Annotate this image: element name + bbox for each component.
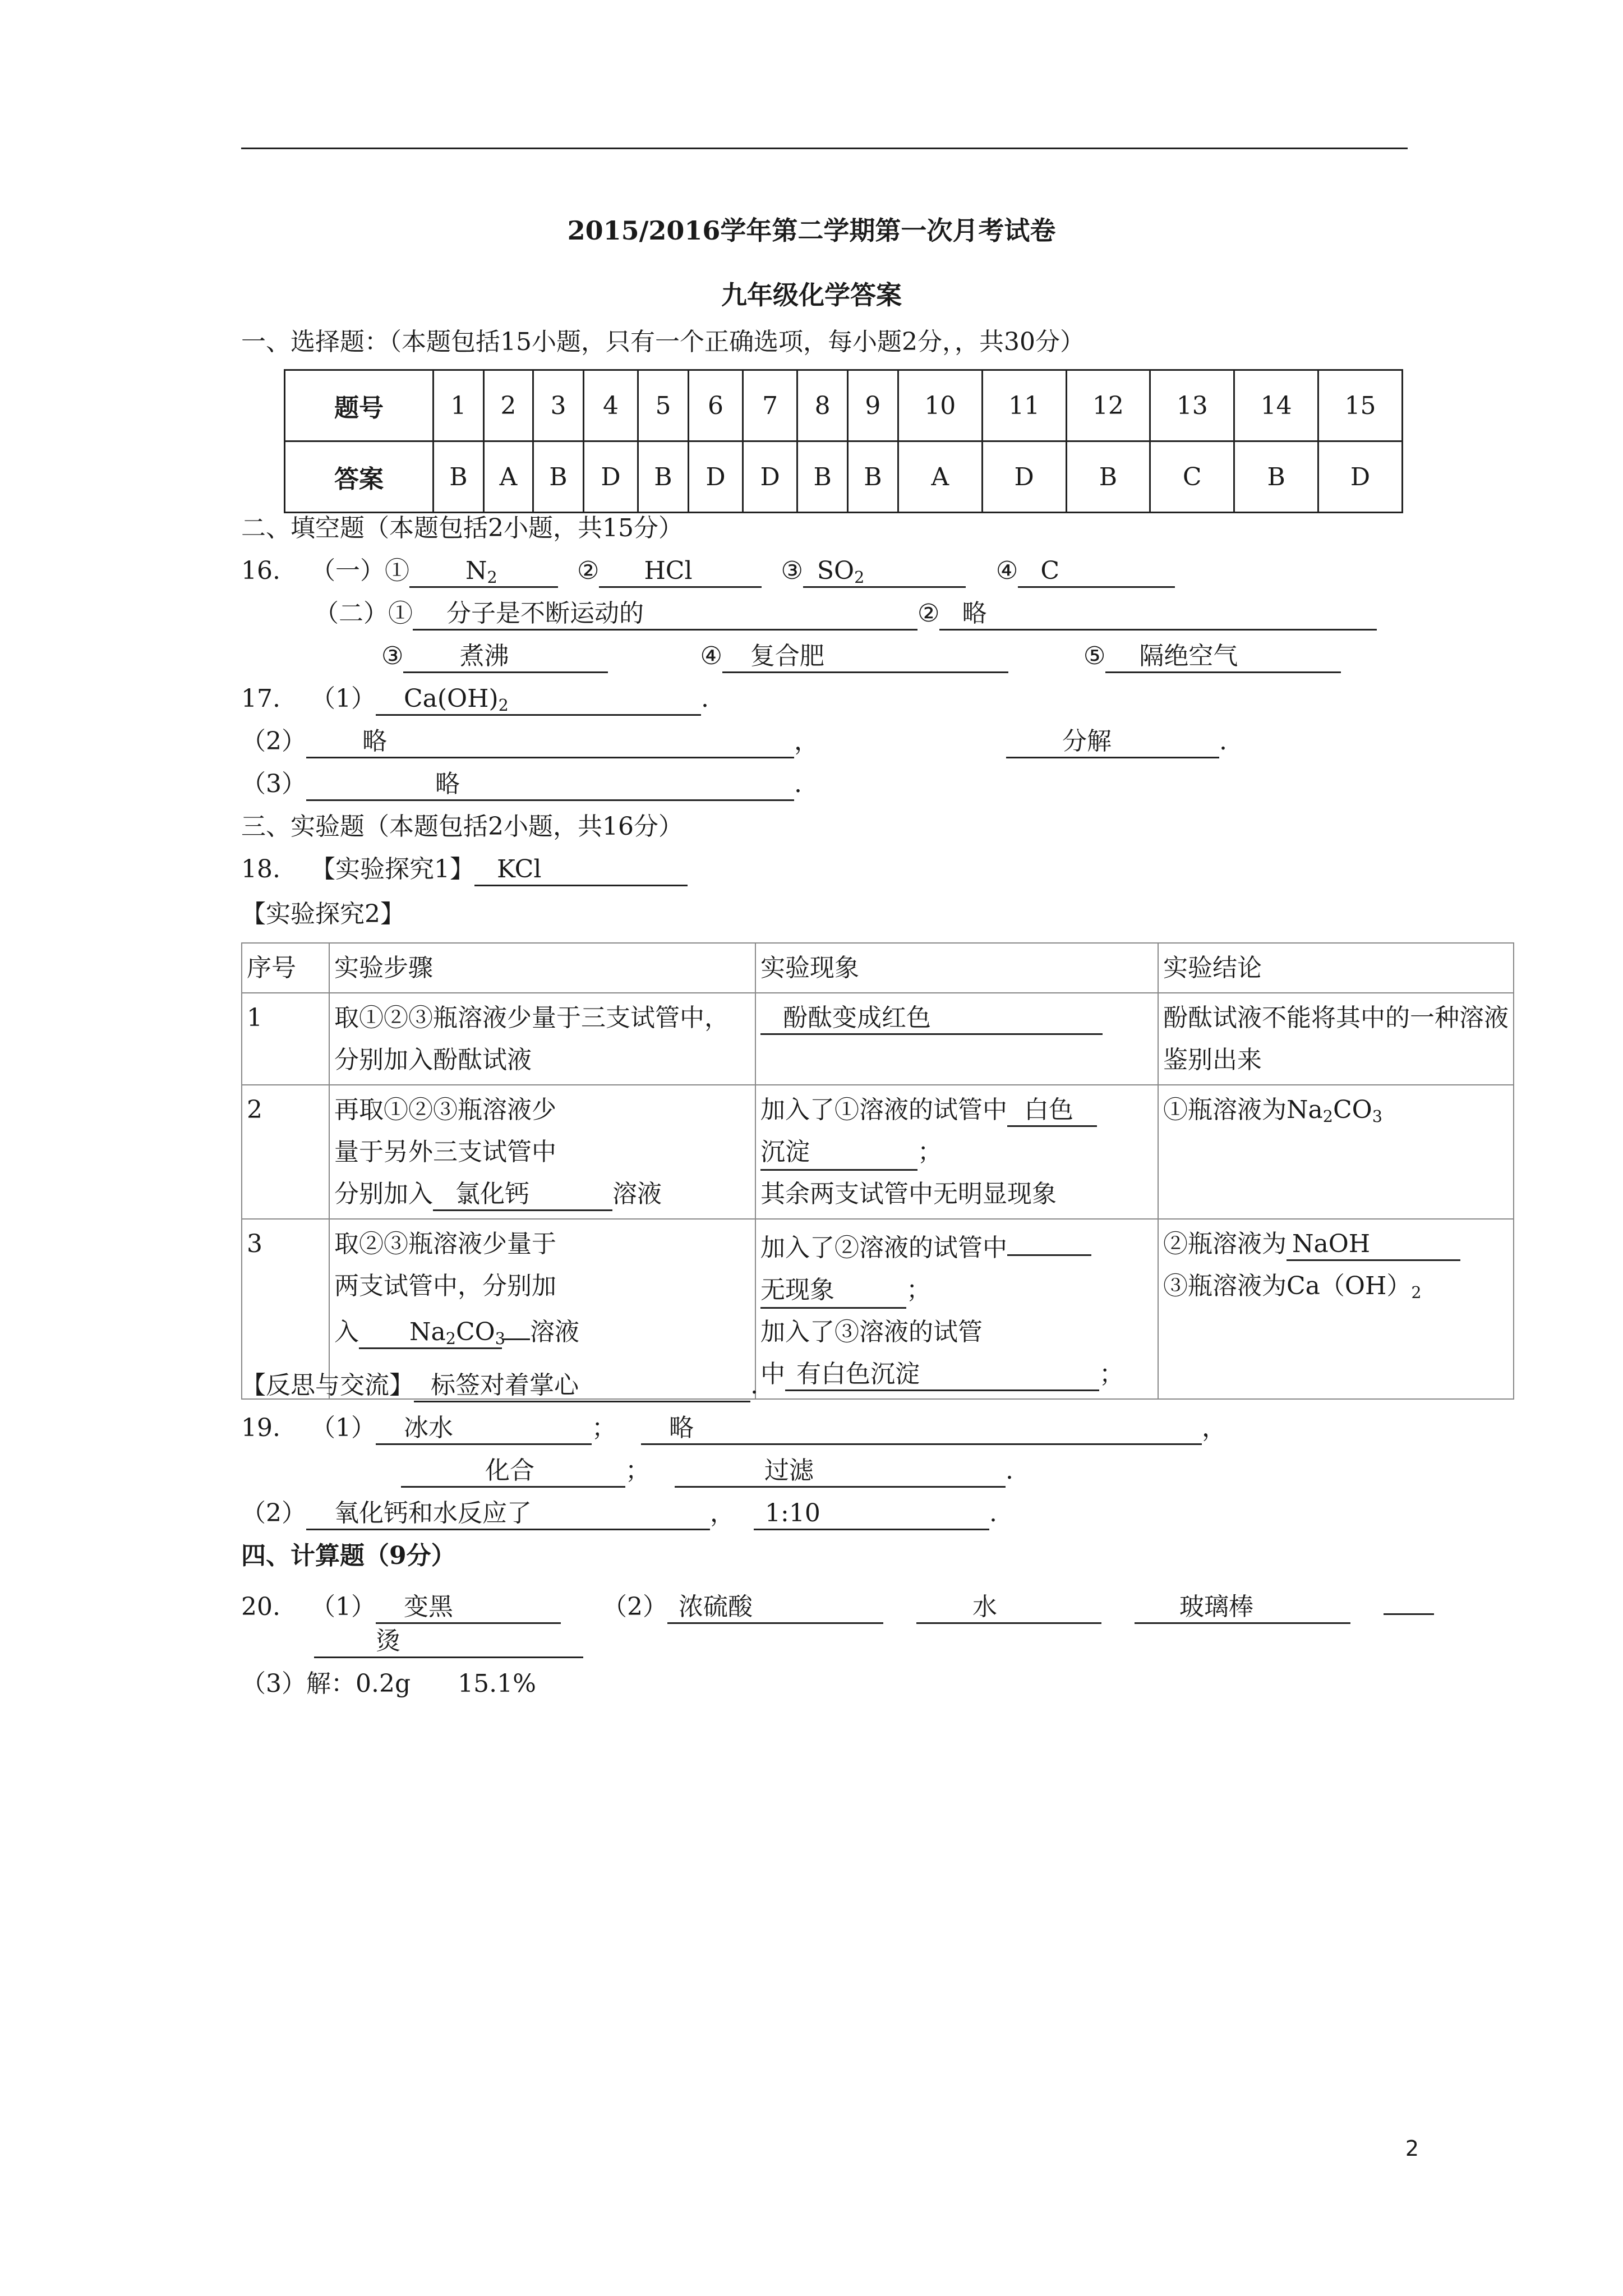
row3-fill-na: Na bbox=[409, 1318, 446, 1346]
question-number: 1 bbox=[434, 370, 484, 441]
q16-b1-blank: 分子是不断运动的 bbox=[413, 599, 917, 631]
q19-p1-label: （1） bbox=[310, 1414, 376, 1442]
row3-ph-line1 bbox=[760, 1223, 1155, 1269]
q16-a4-mark: ④ bbox=[995, 556, 1018, 585]
row3-c2-pre: ③瓶溶液为 bbox=[1163, 1272, 1287, 1300]
row3-step-blank-tail bbox=[502, 1307, 530, 1340]
q19-p1-end2: . bbox=[1006, 1456, 1013, 1485]
question-number: 10 bbox=[898, 370, 982, 441]
experiment-table bbox=[241, 942, 1514, 1400]
q18-reflect-label: 【反思与交流】 bbox=[241, 1371, 414, 1400]
q18-label: 18. bbox=[241, 855, 280, 884]
answer-cell: D bbox=[743, 441, 797, 513]
row3-concl-line2 bbox=[1163, 1265, 1511, 1314]
q20-p1-blank: 变黑 bbox=[376, 1593, 561, 1624]
row3-fill-sub2: 3 bbox=[495, 1329, 505, 1349]
question-number-row bbox=[285, 370, 1403, 441]
q16-a3-formula: SO bbox=[817, 556, 855, 585]
row3-step-pre: 入 bbox=[334, 1318, 359, 1346]
q20-p2a-blank: 浓硫酸 bbox=[667, 1593, 883, 1624]
row2-step-line3 bbox=[334, 1173, 753, 1215]
q20-label: 20. bbox=[241, 1593, 280, 1621]
row2-concl-pre: ①瓶溶液为 bbox=[1163, 1096, 1287, 1124]
q16-a1-subscript: 2 bbox=[487, 568, 497, 587]
row3-ph-line4 bbox=[760, 1353, 1155, 1395]
q19-p1-end: ， bbox=[1201, 1414, 1227, 1442]
experiment-row-2 bbox=[242, 1085, 1514, 1219]
row3-step-line3 bbox=[334, 1307, 753, 1353]
q16-b2-mark: ② bbox=[917, 599, 940, 628]
row3-ph-line3: 加入了③溶液的试管 bbox=[760, 1318, 983, 1346]
answer-cell: D bbox=[583, 441, 638, 513]
answer-cell: B bbox=[1066, 441, 1150, 513]
row2-step-post: 溶液 bbox=[612, 1180, 662, 1208]
q19-line3 bbox=[241, 1497, 997, 1530]
q16-a3-mark: ③ bbox=[781, 556, 803, 585]
q18-exp2-label: 【实验探究2】 bbox=[241, 900, 405, 928]
answer-cell: B bbox=[1234, 441, 1318, 513]
row3-phenomenon bbox=[755, 1219, 1158, 1399]
q19-line1 bbox=[241, 1411, 1227, 1445]
row2-ph-line2 bbox=[760, 1131, 1155, 1173]
row3-step-blank bbox=[359, 1318, 505, 1349]
row3-ph2-pre2: 中 bbox=[760, 1360, 785, 1388]
row2-step bbox=[329, 1085, 755, 1219]
q18-line1 bbox=[241, 853, 688, 886]
row2-step-pre: 分别加入 bbox=[334, 1180, 433, 1208]
col-header-step: 实验步骤 bbox=[329, 943, 755, 993]
q20-p2-label: （2） bbox=[602, 1593, 667, 1621]
question-number: 15 bbox=[1318, 370, 1403, 441]
q20-p3-label: （3）解： bbox=[241, 1669, 356, 1698]
row2-ph-blank-b: 沉淀 bbox=[760, 1138, 917, 1171]
answer-cell: B bbox=[533, 441, 584, 513]
col-header-conclusion: 实验结论 bbox=[1158, 943, 1514, 993]
q16-line3 bbox=[381, 639, 1341, 673]
q17-p3-label: （3） bbox=[241, 770, 306, 798]
q16-part2-label: （二） bbox=[314, 599, 388, 628]
q17-p1-label: （1） bbox=[310, 684, 376, 713]
row3-ph2-blank: 有白色沉淀 bbox=[785, 1360, 1099, 1391]
q16-a1-formula: N bbox=[465, 556, 487, 585]
question-number: 13 bbox=[1150, 370, 1234, 441]
q16-b4-mark: ④ bbox=[700, 642, 722, 670]
q20-p2c-blank: 玻璃棒 bbox=[1135, 1593, 1350, 1624]
q17-p2-end: . bbox=[1219, 727, 1227, 756]
q18-reflect-end: . bbox=[750, 1371, 758, 1400]
row3-fill-sub1: 2 bbox=[445, 1329, 456, 1349]
q19-p2b-blank: 1:10 bbox=[754, 1499, 989, 1530]
q20-p3b: 15.1% bbox=[458, 1669, 536, 1698]
answer-cell: B bbox=[848, 441, 898, 513]
question-number: 14 bbox=[1234, 370, 1318, 441]
row3-c2-formula: Ca（OH） bbox=[1287, 1272, 1412, 1300]
q17-p1-end: . bbox=[700, 684, 709, 713]
row3-ph1-blank: 无现象 bbox=[760, 1276, 906, 1309]
q17-line3 bbox=[241, 767, 802, 801]
row2-ph-pre: 加入了①溶液的试管中 bbox=[760, 1096, 1007, 1124]
q17-p1-formula: Ca(OH) bbox=[403, 684, 499, 713]
q17-label: 17. bbox=[241, 684, 280, 713]
q20-p2d-blank: 烫 bbox=[314, 1627, 583, 1658]
q16-b1-mark: ① bbox=[388, 599, 413, 628]
row2-phenomenon bbox=[755, 1085, 1158, 1219]
q17-p2b-blank: 分解 bbox=[1006, 727, 1219, 758]
question-number: 5 bbox=[638, 370, 689, 441]
q18-reflect-line bbox=[241, 1369, 758, 1402]
q19-p1-sep2: ； bbox=[625, 1456, 650, 1485]
page-number: 2 bbox=[1405, 2136, 1419, 2161]
row1-no: 1 bbox=[242, 993, 329, 1085]
row1-phenomenon-blank: 酚酞变成红色 bbox=[760, 1004, 1103, 1035]
answer-cell: B bbox=[797, 441, 848, 513]
row3-ph1-pre: 加入了②溶液的试管中 bbox=[760, 1234, 1007, 1262]
row2-concl-sub2: 3 bbox=[1372, 1107, 1382, 1126]
q17-line1 bbox=[241, 682, 709, 716]
q16-b2-blank: 略 bbox=[939, 599, 1377, 631]
q19-p2-label: （2） bbox=[241, 1499, 306, 1527]
q20-line2 bbox=[314, 1625, 583, 1658]
q16-a3-subscript: 2 bbox=[854, 568, 865, 587]
answer-cell: B bbox=[434, 441, 484, 513]
row2-concl-na: Na bbox=[1287, 1096, 1323, 1124]
q17-p2-sep: ， bbox=[794, 727, 819, 756]
row3-step-post: 溶液 bbox=[530, 1318, 579, 1346]
row2-no: 2 bbox=[242, 1085, 329, 1219]
col-header-phenomenon: 实验现象 bbox=[755, 943, 1158, 993]
row3-c2-sub: 2 bbox=[1411, 1283, 1422, 1303]
q19-p2a-blank: 氧化钙和水反应了 bbox=[306, 1499, 710, 1530]
row2-step-line2: 量于另外三支试管中 bbox=[334, 1138, 556, 1166]
row3-ph1-end: ； bbox=[906, 1276, 931, 1304]
section2-heading: 二、填空题（本题包括2小题，共15分） bbox=[241, 514, 683, 542]
answer-cell: C bbox=[1150, 441, 1234, 513]
q20-line3 bbox=[241, 1667, 536, 1701]
q16-b3-mark: ③ bbox=[381, 642, 404, 670]
question-number: 2 bbox=[483, 370, 533, 441]
answer-cell: A bbox=[483, 441, 533, 513]
question-number: 7 bbox=[743, 370, 797, 441]
answer-cell: B bbox=[638, 441, 689, 513]
question-number: 4 bbox=[583, 370, 638, 441]
header-rule bbox=[241, 148, 1408, 149]
row3-ph1-blank-lead bbox=[1007, 1223, 1091, 1256]
answer-cell: A bbox=[898, 441, 982, 513]
page-title: 2015/2016学年第二学期第一次月考试卷 bbox=[567, 215, 1056, 246]
question-number: 11 bbox=[982, 370, 1066, 441]
answer-row bbox=[285, 441, 1403, 513]
row2-ph-line3: 其余两支试管中无明显现象 bbox=[760, 1180, 1057, 1208]
choice-answer-table bbox=[284, 369, 1403, 513]
q17-p3-blank: 略 bbox=[306, 770, 794, 801]
question-number-label: 题号 bbox=[285, 370, 434, 441]
q17-p2-label: （2） bbox=[241, 727, 306, 756]
q19-p1d-blank: 过滤 bbox=[675, 1456, 1006, 1488]
q20-p2b-blank: 水 bbox=[916, 1593, 1101, 1624]
q16-label: 16. bbox=[241, 556, 280, 585]
question-number: 9 bbox=[848, 370, 898, 441]
answer-cell: D bbox=[1318, 441, 1403, 513]
row3-concl-line1 bbox=[1163, 1223, 1511, 1265]
q16-b3-blank: 煮沸 bbox=[403, 642, 608, 673]
q16-a2-mark: ② bbox=[577, 556, 600, 585]
q17-p1-subscript: 2 bbox=[498, 696, 509, 715]
q18-reflect-blank: 标签对着掌心 bbox=[414, 1371, 750, 1402]
answer-cell: D bbox=[982, 441, 1066, 513]
q19-p2-end: . bbox=[989, 1499, 997, 1527]
question-number: 6 bbox=[688, 370, 743, 441]
section3-heading: 三、实验题（本题包括2小题，共16分） bbox=[241, 812, 683, 841]
q16-a1-mark: ① bbox=[384, 556, 409, 585]
col-header-no: 序号 bbox=[242, 943, 329, 993]
q17-p3-end: . bbox=[794, 770, 802, 798]
q16-line1 bbox=[241, 554, 1175, 588]
q20-p3a: 0.2g bbox=[356, 1669, 411, 1698]
row3-step-line1: 取②③瓶溶液少量于 bbox=[334, 1230, 556, 1258]
q20-line1 bbox=[241, 1582, 1434, 1624]
q18-exp1-label: 【实验探究1】 bbox=[310, 855, 474, 884]
q16-a4-blank: C bbox=[1018, 556, 1175, 588]
section1-heading: 一、选择题：（本题包括15小题，只有一个正确选项，每小题2分，，共30分） bbox=[241, 328, 1085, 356]
row2-ph-end: ； bbox=[917, 1138, 942, 1166]
question-number: 3 bbox=[533, 370, 584, 441]
q17-p2a-blank: 略 bbox=[306, 727, 794, 758]
q16-part1-label: （一） bbox=[310, 556, 385, 585]
row3-no: 3 bbox=[242, 1219, 329, 1399]
section4-heading: 四、计算题（9分） bbox=[241, 1542, 456, 1570]
q16-line2 bbox=[314, 597, 1377, 631]
row3-ph2-end: ； bbox=[1099, 1360, 1124, 1388]
question-number: 8 bbox=[797, 370, 848, 441]
q16-b5-mark: ⑤ bbox=[1083, 642, 1106, 670]
q17-line2 bbox=[241, 725, 1227, 758]
row2-step-blank: 氯化钙 bbox=[433, 1180, 612, 1211]
page-subtitle: 九年级化学答案 bbox=[721, 280, 902, 310]
q19-p1a-blank: 冰水 bbox=[376, 1414, 592, 1445]
row2-step-line1: 再取①②③瓶溶液少 bbox=[334, 1096, 556, 1124]
row2-conclusion bbox=[1158, 1085, 1514, 1219]
q16-a2-blank: HCl bbox=[599, 556, 762, 588]
row3-ph-line2 bbox=[760, 1269, 1155, 1311]
row1-phenomenon bbox=[755, 993, 1158, 1085]
row2-ph-blank-a: 白色 bbox=[1007, 1096, 1097, 1127]
row2-concl-co: CO bbox=[1332, 1096, 1372, 1124]
row3-c1-pre: ②瓶溶液为 bbox=[1163, 1230, 1287, 1258]
answer-label: 答案 bbox=[285, 441, 434, 513]
q17-p1-blank bbox=[376, 684, 701, 716]
answer-cell: D bbox=[688, 441, 743, 513]
q20-p1-label: （1） bbox=[310, 1593, 376, 1621]
q16-a1-blank bbox=[409, 556, 558, 588]
row3-c1-blank: NaOH bbox=[1287, 1230, 1460, 1261]
q20-p2d-blank-lead bbox=[1384, 1582, 1434, 1615]
row3-fill-co: CO bbox=[455, 1318, 495, 1346]
row3-step-line2: 两支试管中，分别加 bbox=[334, 1272, 556, 1300]
q19-line2 bbox=[401, 1454, 1013, 1488]
experiment-row-1 bbox=[242, 993, 1514, 1085]
q19-p2-sep: ， bbox=[710, 1499, 735, 1527]
q18-exp1-blank: KCl bbox=[474, 855, 688, 886]
q16-b5-blank: 隔绝空气 bbox=[1105, 642, 1341, 673]
row1-conclusion: 酚酞试液不能将其中的一种溶液鉴别出来 bbox=[1158, 993, 1514, 1085]
q19-label: 19. bbox=[241, 1414, 280, 1442]
q16-a3-blank bbox=[803, 556, 966, 588]
row2-ph-line1 bbox=[760, 1089, 1155, 1131]
row3-conclusion bbox=[1158, 1219, 1514, 1399]
q19-p1-sep: ； bbox=[591, 1414, 616, 1442]
q16-b4-blank: 复合肥 bbox=[722, 642, 1008, 673]
question-number: 12 bbox=[1066, 370, 1150, 441]
row1-step: 取①②③瓶溶液少量于三支试管中，分别加入酚酞试液 bbox=[329, 993, 755, 1085]
row2-concl-sub1: 2 bbox=[1322, 1107, 1333, 1126]
q19-p1b-blank: 略 bbox=[641, 1414, 1202, 1445]
experiment-header-row bbox=[242, 943, 1514, 993]
q19-p1c-blank: 化合 bbox=[401, 1456, 625, 1488]
